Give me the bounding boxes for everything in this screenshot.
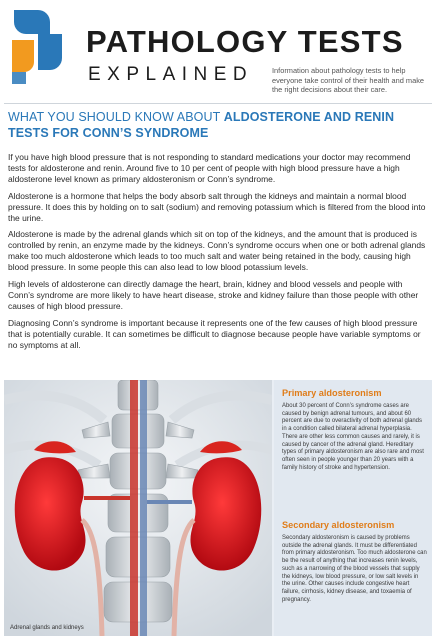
header-divider — [4, 103, 432, 104]
figure-caption: Adrenal glands and kidneys — [10, 625, 84, 631]
kidney-illustration — [4, 380, 272, 636]
aldosteronism-info-panel — [274, 380, 432, 636]
pathology-tests-explained-logo — [4, 6, 66, 86]
article-title-prefix: WHAT YOU SHOULD KNOW ABOUT — [8, 110, 224, 124]
primary-aldosteronism-heading: Primary aldosteronism — [282, 388, 382, 398]
paragraph: If you have high blood pressure that is not responding to standard medications your doctor may recommend tests for aldosterone and renin. Around five to 10 per cent of people with high blood pressure have a high aldosterone level known as primary aldosteronism or Conn’s syndrome. — [8, 152, 411, 184]
secondary-aldosteronism-text: Secondary aldosteronism is caused by problems outside the adrenal glands. It must be differentiated from primary aldosteronism. Too much aldosterone can be the result of anything that increases renin levels, such as a narrowing of the blood vessels that supply the kidneys, low blood pressure, or low salt levels in the urine. Other causes include congestive heart failure, cirrhosis, kidney disease, and toxaemia of pregnancy. — [282, 535, 427, 603]
brand-subtitle: EXPLAINED — [88, 64, 254, 85]
page-header — [0, 0, 436, 100]
paragraph: Diagnosing Conn’s syndrome is important because it represents one of the few causes of high blood pressure that is potentially curable. It can sometimes be difficult to diagnose because people have variable symptoms or no symptoms at all. — [8, 317, 421, 350]
article-title — [8, 109, 428, 141]
article-title-emphasis: ALDOSTERONE AND RENIN TESTS FOR CONN’S SYNDROME — [8, 110, 395, 140]
paragraph: High levels of aldosterone can directly damage the heart, brain, kidney and blood vessels and people with Conn’s syndrome are more likely to have heart disease, stroke and kidney failure than those people with other causes of high blood pressure. — [8, 279, 419, 311]
paragraph: Aldosterone is a hormone that helps the body absorb salt through the kidneys and maintain a normal blood pressure. It does this by holding on to salt (sodium) and removing potassium which is filtered from the blood into the urine. — [8, 190, 426, 223]
brand-tagline: Information about pathology tests to help everyone take control of their health and make the right decisions about their care. — [272, 66, 425, 95]
article-body — [8, 152, 428, 357]
anatomy-figure — [4, 380, 432, 636]
paragraph: Aldosterone is made by the adrenal glands which sit on top of the kidneys, and the amount that is produced is controlled by renin, an enzyme made by the kidneys. Conn’s syndrome occurs when one or both adrenal glands make too much aldosterone which leads to too much salt and water being retained in the body, causing high blood pressure. In some people this can also lead to low blood potassium levels. — [8, 229, 426, 273]
secondary-aldosteronism-heading: Secondary aldosteronism — [282, 520, 395, 530]
primary-aldosteronism-text: About 30 percent of Conn’s syndrome cases are caused by benign adrenal tumours, and about 60 percent are due to overactivity of both adrenal glands in a condition called bilateral adrenal hyperplasia. There are other less common causes and rarely, it is caused by cancer of the adrenal gland. Hereditary types of primary aldosteronism are also rare and most often seen in people younger than 20 years with a family history of stroke and hypertension. — [282, 403, 424, 471]
brand-title: PATHOLOGY TESTS — [86, 24, 404, 59]
